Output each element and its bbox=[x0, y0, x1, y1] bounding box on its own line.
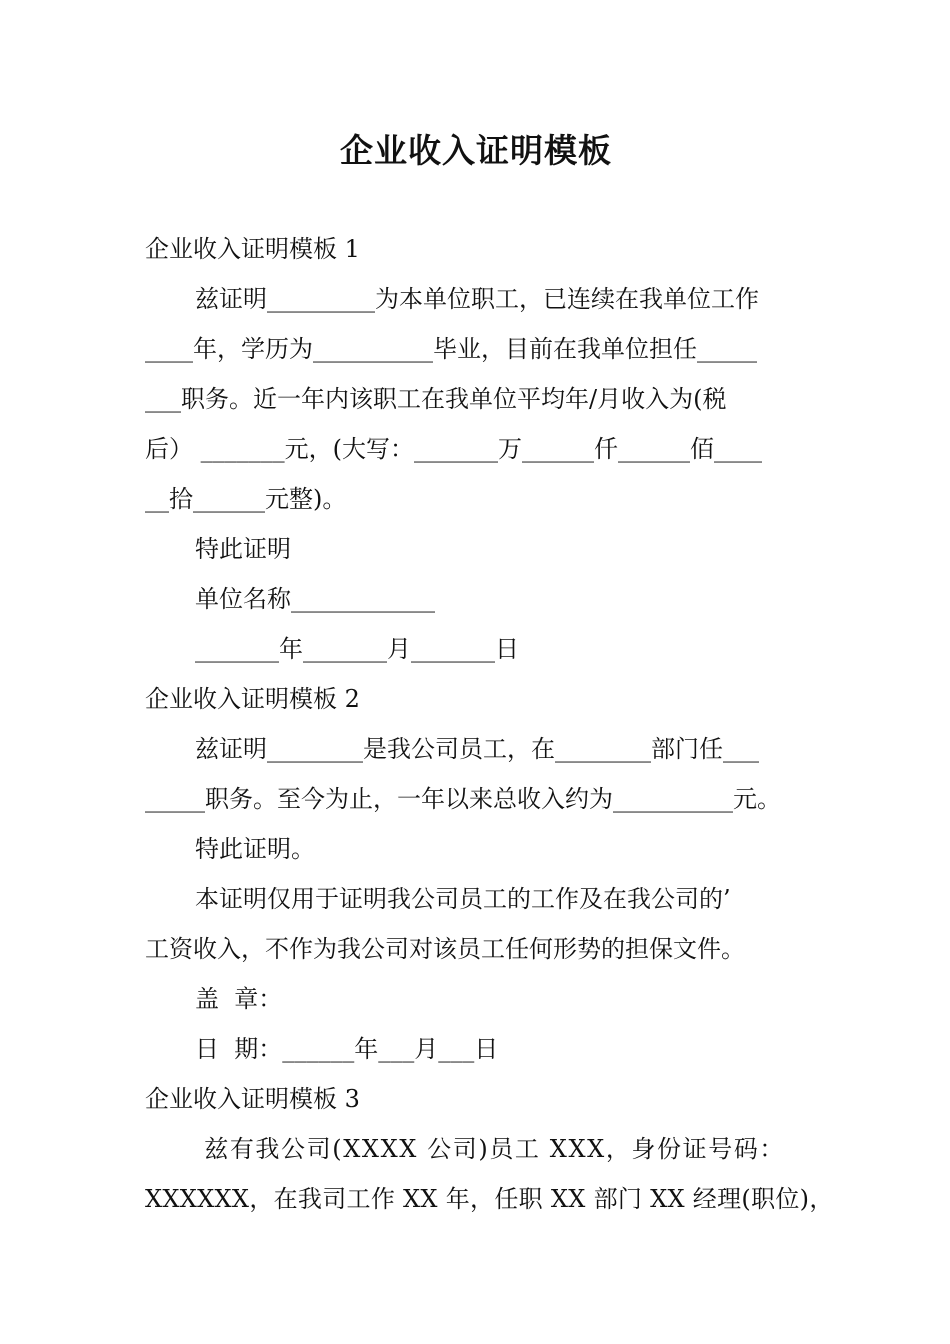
section-1-heading: 企业收入证明模板 1 bbox=[145, 235, 360, 263]
section-3-line-2: XXXXXX，在我司工作 XX 年，任职 XX 部门 XX 经理(职位)， bbox=[145, 1185, 834, 1213]
section-2-line-1: 兹证明________是我公司员工，在________部门任___ bbox=[195, 735, 759, 763]
section-1-line-1: 兹证明_________为本单位职工，已连续在我单位工作 bbox=[195, 285, 759, 313]
section-1-line-4: 后） _______元，(大写：_______万______仟______佰____ bbox=[145, 435, 762, 463]
section-2-line-2: _____职务。至今为止，一年以来总收入约为__________元。 bbox=[145, 785, 781, 813]
section-1-line-3: ___职务。近一年内该职工在我单位平均年/月收入为(税 bbox=[145, 385, 727, 413]
section-1-unit-name: 单位名称____________ bbox=[195, 585, 435, 613]
section-2-heading: 企业收入证明模板 2 bbox=[145, 685, 360, 713]
section-1-date: _______年_______月_______日 bbox=[195, 635, 519, 663]
section-1-closing: 特此证明 bbox=[195, 535, 291, 563]
document-title: 企业收入证明模板 bbox=[340, 131, 612, 170]
section-1-line-5: __拾______元整)。 bbox=[145, 485, 347, 513]
section-2-seal: 盖 章： bbox=[195, 985, 283, 1013]
section-2-note-line-1: 本证明仅用于证明我公司员工的工作及在我公司的’ bbox=[195, 885, 731, 913]
section-2-note-line-2: 工资收入，不作为我公司对该员工任何形势的担保文件。 bbox=[145, 935, 745, 963]
section-2-closing: 特此证明。 bbox=[195, 835, 315, 863]
document-body bbox=[145, 224, 834, 1224]
section-3-heading: 企业收入证明模板 3 bbox=[145, 1085, 360, 1113]
section-3-line-1: 兹有我公司(XXXX 公司)员工 XXX，身份证号码： bbox=[195, 1135, 786, 1163]
section-1-line-2: ____年，学历为__________毕业，目前在我单位担任_____ bbox=[145, 335, 757, 363]
section-2-date: 日 期：______年___月___日 bbox=[195, 1035, 499, 1063]
